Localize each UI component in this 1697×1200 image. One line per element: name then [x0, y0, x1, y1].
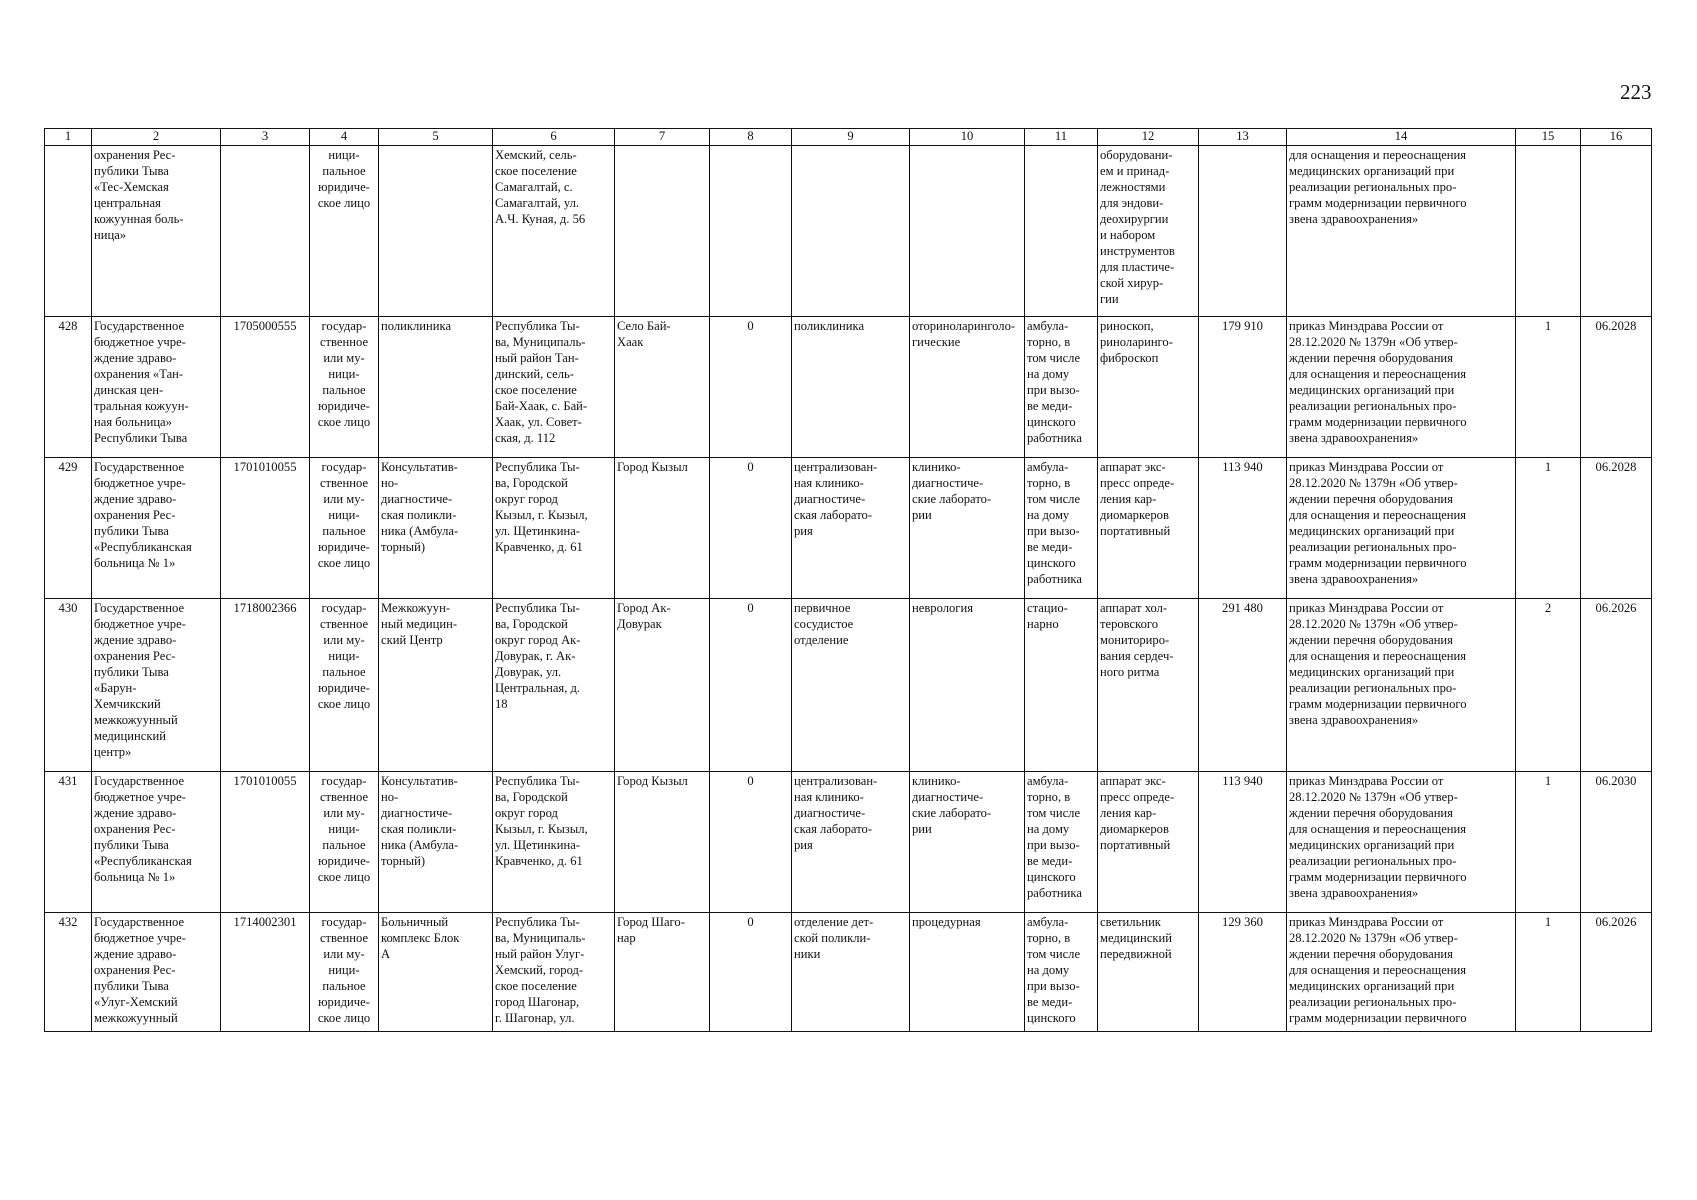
- cost: 113 940: [1199, 772, 1287, 913]
- column-header: 16: [1581, 129, 1652, 146]
- column-header: 1: [45, 129, 92, 146]
- quantity: 1: [1516, 913, 1581, 1032]
- row-number: 428: [45, 317, 92, 458]
- cost: [1199, 146, 1287, 317]
- equipment-name: аппарат экс- пресс опреде- ления кар- диомаркеров портативный: [1098, 458, 1199, 599]
- legal-form: государ- ственное или му- ници- пальное юридиче- ское лицо: [310, 772, 379, 913]
- care-conditions: амбула- торно, в том числе на дому при вызо- ве меди- цинского работника: [1025, 458, 1098, 599]
- organization-name: охранения Рес- публики Тыва «Тес-Хемская центральная кожуунная боль- ница»: [92, 146, 221, 317]
- address: Республика Ты- ва, Муниципаль- ный район Тан- динский, сель- ское поселение Бай-Хаак, с. Бай- Хаак, ул. Совет- ская, д. 112: [493, 317, 615, 458]
- organization-name: Государственное бюджетное учре- ждение здраво- охранения «Тан- динская цен- тральная кожуун- ная больница» Республики Тыва: [92, 317, 221, 458]
- col-8-value: 0: [710, 458, 792, 599]
- room-profile: оториноларинголо- гические: [910, 317, 1025, 458]
- address: Республика Ты- ва, Городской округ город Ак- Довурак, г. Ак- Довурак, ул. Центральная, д. 18: [493, 599, 615, 772]
- legal-basis: для оснащения и переоснащения медицинских организаций при реализации региональных про- грамм модернизации первичного звена здравоохранения»: [1287, 146, 1516, 317]
- legal-basis: приказ Минздрава России от 28.12.2020 № 1379н «Об утвер- ждении перечня оборудования для оснащения и переоснащения медицинских организаций при реализации региональных про- грамм модернизации первичного звена здравоохранения»: [1287, 772, 1516, 913]
- column-header: 15: [1516, 129, 1581, 146]
- row-number: 430: [45, 599, 92, 772]
- legal-basis: приказ Минздрава России от 28.12.2020 № 1379н «Об утвер- ждении перечня оборудования для оснащения и переоснащения медицинских организаций при реализации региональных про- грамм модернизации первичного звена здравоохранения»: [1287, 599, 1516, 772]
- organization-name: Государственное бюджетное учре- ждение здраво- охранения Рес- публики Тыва «Республиканская больница № 1»: [92, 458, 221, 599]
- cost: 179 910: [1199, 317, 1287, 458]
- room-profile: неврология: [910, 599, 1025, 772]
- room-profile: клинико- диагностиче- ские лаборато- рии: [910, 772, 1025, 913]
- table-row: [45, 146, 1652, 317]
- table-row: [45, 772, 1652, 913]
- column-header: 9: [792, 129, 910, 146]
- table-row: [45, 458, 1652, 599]
- legal-basis: приказ Минздрава России от 28.12.2020 № 1379н «Об утвер- ждении перечня оборудования для оснащения и переоснащения медицинских организаций при реализации региональных про- грамм модернизации первичного звена здравоохранения»: [1287, 317, 1516, 458]
- inn: 1705000555: [221, 317, 310, 458]
- equipment-name: оборудовани- ем и принад- лежностями для эндови- деохирургии и набором инструментов для пластиче- ской хирур- гии: [1098, 146, 1199, 317]
- col-8-value: 0: [710, 317, 792, 458]
- column-header: 8: [710, 129, 792, 146]
- department: отделение дет- ской поликли- ники: [792, 913, 910, 1032]
- legal-basis: приказ Минздрава России от 28.12.2020 № 1379н «Об утвер- ждении перечня оборудования для оснащения и переоснащения медицинских организаций при реализации региональных про- грамм модернизации первичного звена здравоохранения»: [1287, 458, 1516, 599]
- legal-form: ници- пальное юридиче- ское лицо: [310, 146, 379, 317]
- col-8-value: 0: [710, 913, 792, 1032]
- legal-basis: приказ Минздрава России от 28.12.2020 № 1379н «Об утвер- ждении перечня оборудования для оснащения и переоснащения медицинских организаций при реализации региональных про- грамм модернизации первичного: [1287, 913, 1516, 1032]
- address: Хемский, сель- ское поселение Самагалтай, с. Самагалтай, ул. А.Ч. Куная, д. 56: [493, 146, 615, 317]
- subdivision: Консультатив- но- диагностиче- ская поликли- ника (Амбула- торный): [379, 772, 493, 913]
- organization-name: Государственное бюджетное учре- ждение здраво- охранения Рес- публики Тыва «Улуг-Хемский межкожуунный: [92, 913, 221, 1032]
- column-header: 14: [1287, 129, 1516, 146]
- room-profile: клинико- диагностиче- ские лаборато- рии: [910, 458, 1025, 599]
- cost: 291 480: [1199, 599, 1287, 772]
- col-8-value: [710, 146, 792, 317]
- department: централизован- ная клинико- диагностиче- ская лаборато- рия: [792, 458, 910, 599]
- quantity: [1516, 146, 1581, 317]
- row-number: 431: [45, 772, 92, 913]
- column-header: 2: [92, 129, 221, 146]
- settlement: Город Кызыл: [615, 772, 710, 913]
- equipment-table: [44, 128, 1652, 1032]
- settlement: [615, 146, 710, 317]
- column-header: 5: [379, 129, 493, 146]
- department: поликлиника: [792, 317, 910, 458]
- care-conditions: амбула- торно, в том числе на дому при вызо- ве меди- цинского работника: [1025, 772, 1098, 913]
- room-profile: процедурная: [910, 913, 1025, 1032]
- cost: 129 360: [1199, 913, 1287, 1032]
- column-header: 4: [310, 129, 379, 146]
- subdivision: поликлиника: [379, 317, 493, 458]
- row-number: [45, 146, 92, 317]
- legal-form: государ- ственное или му- ници- пальное юридиче- ское лицо: [310, 913, 379, 1032]
- due-date: 06.2028: [1581, 317, 1652, 458]
- room-profile: [910, 146, 1025, 317]
- organization-name: Государственное бюджетное учре- ждение здраво- охранения Рес- публики Тыва «Барун- Хемчикский межкожуунный медицинский центр»: [92, 599, 221, 772]
- column-header-row: [45, 129, 1652, 146]
- legal-form: государ- ственное или му- ници- пальное юридиче- ское лицо: [310, 599, 379, 772]
- due-date: 06.2028: [1581, 458, 1652, 599]
- subdivision: Консультатив- но- диагностиче- ская поликли- ника (Амбула- торный): [379, 458, 493, 599]
- col-8-value: 0: [710, 772, 792, 913]
- address: Республика Ты- ва, Муниципаль- ный район Улуг- Хемский, город- ское поселение город Шагонар, г. Шагонар, ул.: [493, 913, 615, 1032]
- table-row: [45, 913, 1652, 1032]
- settlement: Город Ак- Довурак: [615, 599, 710, 772]
- row-number: 429: [45, 458, 92, 599]
- settlement: Город Кызыл: [615, 458, 710, 599]
- settlement: Село Бай- Хаак: [615, 317, 710, 458]
- due-date: 06.2026: [1581, 913, 1652, 1032]
- equipment-name: светильник медицинский передвижной: [1098, 913, 1199, 1032]
- equipment-name: аппарат экс- пресс опреде- ления кар- диомаркеров портативный: [1098, 772, 1199, 913]
- inn: 1701010055: [221, 772, 310, 913]
- care-conditions: амбула- торно, в том числе на дому при вызо- ве меди- цинского работника: [1025, 317, 1098, 458]
- table-row: [45, 317, 1652, 458]
- equipment-name: риноскоп, риноларинго- фиброскоп: [1098, 317, 1199, 458]
- quantity: 1: [1516, 317, 1581, 458]
- settlement: Город Шаго- нар: [615, 913, 710, 1032]
- address: Республика Ты- ва, Городской округ город Кызыл, г. Кызыл, ул. Щетинкина- Кравченко, д. 61: [493, 458, 615, 599]
- due-date: [1581, 146, 1652, 317]
- inn: [221, 146, 310, 317]
- department: централизован- ная клинико- диагностиче- ская лаборато- рия: [792, 772, 910, 913]
- organization-name: Государственное бюджетное учре- ждение здраво- охранения Рес- публики Тыва «Республиканская больница № 1»: [92, 772, 221, 913]
- due-date: 06.2030: [1581, 772, 1652, 913]
- department: [792, 146, 910, 317]
- quantity: 1: [1516, 772, 1581, 913]
- cost: 113 940: [1199, 458, 1287, 599]
- equipment-name: аппарат хол- теровского мониториро- вания сердеч- ного ритма: [1098, 599, 1199, 772]
- department: первичное сосудистое отделение: [792, 599, 910, 772]
- page-number: 223: [1620, 80, 1652, 104]
- table-row: [45, 599, 1652, 772]
- quantity: 1: [1516, 458, 1581, 599]
- inn: 1718002366: [221, 599, 310, 772]
- subdivision: Межкожуун- ный медицин- ский Центр: [379, 599, 493, 772]
- column-header: 11: [1025, 129, 1098, 146]
- address: Республика Ты- ва, Городской округ город Кызыл, г. Кызыл, ул. Щетинкина- Кравченко, д. 61: [493, 772, 615, 913]
- column-header: 13: [1199, 129, 1287, 146]
- quantity: 2: [1516, 599, 1581, 772]
- care-conditions: стацио- нарно: [1025, 599, 1098, 772]
- column-header: 12: [1098, 129, 1199, 146]
- subdivision: [379, 146, 493, 317]
- column-header: 6: [493, 129, 615, 146]
- column-header: 7: [615, 129, 710, 146]
- legal-form: государ- ственное или му- ници- пальное юридиче- ское лицо: [310, 317, 379, 458]
- inn: 1701010055: [221, 458, 310, 599]
- care-conditions: [1025, 146, 1098, 317]
- col-8-value: 0: [710, 599, 792, 772]
- row-number: 432: [45, 913, 92, 1032]
- care-conditions: амбула- торно, в том числе на дому при вызо- ве меди- цинского: [1025, 913, 1098, 1032]
- due-date: 06.2026: [1581, 599, 1652, 772]
- subdivision: Больничный комплекс Блок А: [379, 913, 493, 1032]
- legal-form: государ- ственное или му- ници- пальное юридиче- ское лицо: [310, 458, 379, 599]
- column-header: 3: [221, 129, 310, 146]
- column-header: 10: [910, 129, 1025, 146]
- inn: 1714002301: [221, 913, 310, 1032]
